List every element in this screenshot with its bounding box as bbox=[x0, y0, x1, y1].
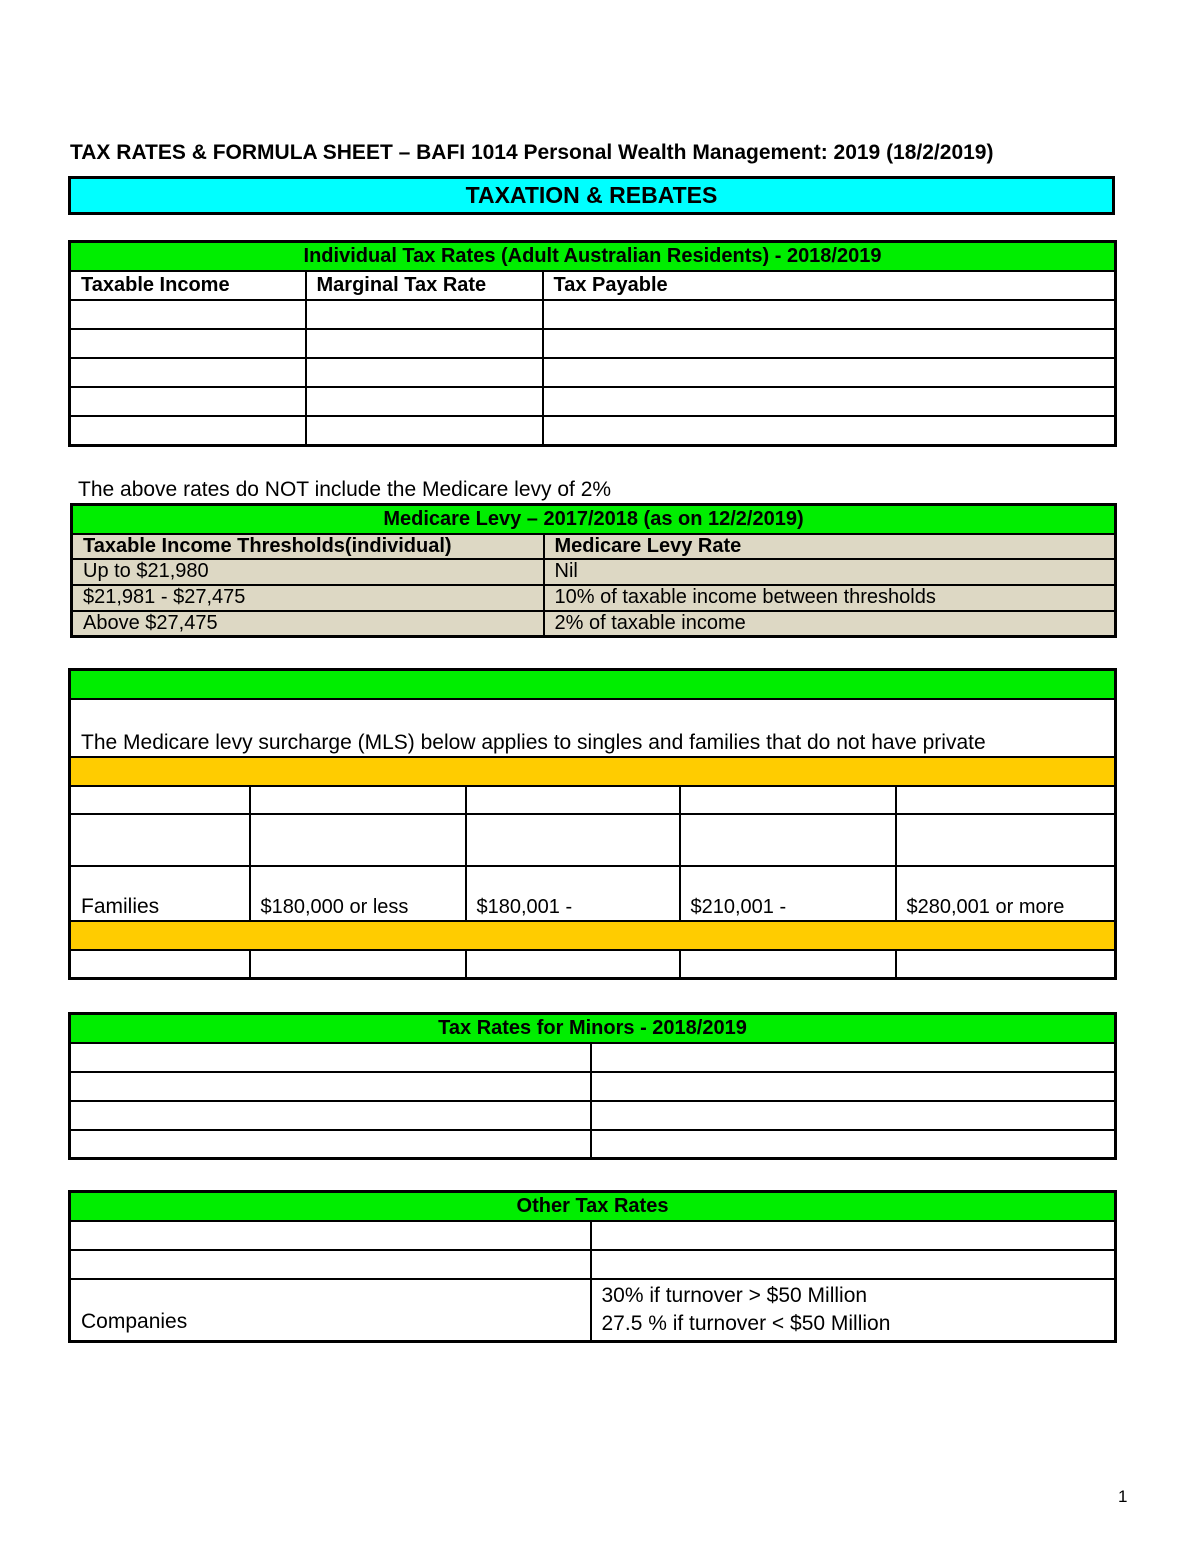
col-header-marginal-rate: Marginal Tax Rate bbox=[306, 271, 543, 300]
cell bbox=[70, 1101, 591, 1130]
table-row bbox=[70, 1101, 1116, 1130]
cell: Above $27,475 bbox=[72, 611, 544, 637]
cell bbox=[70, 329, 306, 358]
table-row bbox=[72, 559, 1116, 585]
table-row bbox=[70, 950, 1116, 979]
mls-subheader-2 bbox=[70, 921, 1116, 950]
other-tax-table bbox=[68, 1190, 1117, 1343]
cell bbox=[896, 786, 1116, 814]
col-header-taxable-income: Taxable Income bbox=[70, 271, 306, 300]
cell bbox=[70, 786, 250, 814]
cell bbox=[306, 300, 543, 329]
table-row bbox=[72, 611, 1116, 637]
cell bbox=[896, 950, 1116, 979]
table-row bbox=[70, 1279, 1116, 1342]
cell bbox=[543, 358, 1116, 387]
cell bbox=[70, 416, 306, 446]
cell bbox=[70, 1250, 591, 1279]
table-row bbox=[70, 1221, 1116, 1250]
cell bbox=[70, 1072, 591, 1101]
minors-table bbox=[68, 1012, 1117, 1160]
cell bbox=[466, 814, 680, 866]
cell bbox=[680, 786, 896, 814]
cell bbox=[70, 814, 250, 866]
cell: 2% of taxable income bbox=[544, 611, 1116, 637]
cell bbox=[466, 950, 680, 979]
table-row bbox=[70, 786, 1116, 814]
cell: $21,981 - $27,475 bbox=[72, 585, 544, 611]
col-header-tax-payable: Tax Payable bbox=[543, 271, 1116, 300]
cell bbox=[70, 1130, 591, 1159]
cell: 10% of taxable income between thresholds bbox=[544, 585, 1116, 611]
table-row bbox=[70, 814, 1116, 866]
cell bbox=[70, 1043, 591, 1072]
col-header-thresholds: Taxable Income Thresholds(individual) bbox=[72, 534, 544, 559]
cell bbox=[306, 329, 543, 358]
section-banner: TAXATION & REBATES bbox=[68, 176, 1115, 215]
families-label: Families bbox=[70, 866, 250, 921]
companies-rate-line-1: 30% if turnover > $50 Million bbox=[601, 1283, 868, 1307]
cell bbox=[896, 814, 1116, 866]
table-row bbox=[70, 1043, 1116, 1072]
cell: Up to $21,980 bbox=[72, 559, 544, 585]
medicare-note: The above rates do NOT include the Medicare levy of 2% bbox=[78, 478, 612, 501]
other-tax-title: Other Tax Rates bbox=[70, 1192, 1116, 1221]
cell bbox=[591, 1250, 1116, 1279]
cell bbox=[250, 950, 466, 979]
mls-table bbox=[68, 668, 1117, 980]
cell bbox=[70, 300, 306, 329]
cell bbox=[680, 814, 896, 866]
companies-rate-line-2: 27.5 % if turnover < $50 Million bbox=[601, 1311, 891, 1335]
cell bbox=[680, 950, 896, 979]
cell bbox=[591, 1101, 1116, 1130]
cell bbox=[543, 300, 1116, 329]
families-tier-base: $180,000 or less bbox=[250, 866, 466, 921]
table-row bbox=[72, 585, 1116, 611]
cell bbox=[250, 814, 466, 866]
cell bbox=[466, 786, 680, 814]
medicare-levy-table bbox=[70, 503, 1117, 638]
table-row bbox=[70, 300, 1116, 329]
table-row bbox=[70, 387, 1116, 416]
individual-tax-table bbox=[68, 240, 1117, 447]
page-number: 1 bbox=[1118, 1487, 1128, 1506]
cell bbox=[70, 1221, 591, 1250]
cell bbox=[591, 1130, 1116, 1159]
table-row bbox=[70, 329, 1116, 358]
companies-label: Companies bbox=[70, 1279, 591, 1342]
families-tier-3: $280,001 or more bbox=[896, 866, 1116, 921]
cell bbox=[591, 1072, 1116, 1101]
mls-header bbox=[70, 670, 1116, 699]
companies-rate bbox=[591, 1279, 1116, 1342]
families-tier-1: $180,001 - bbox=[466, 866, 680, 921]
cell bbox=[543, 329, 1116, 358]
mls-subheader bbox=[70, 757, 1116, 786]
col-header-levy-rate: Medicare Levy Rate bbox=[544, 534, 1116, 559]
cell bbox=[250, 786, 466, 814]
cell bbox=[543, 416, 1116, 446]
table-row bbox=[70, 416, 1116, 446]
cell bbox=[543, 387, 1116, 416]
mls-intro: The Medicare levy surcharge (MLS) below applies to singles and families that do not have private bbox=[70, 699, 1116, 757]
cell bbox=[70, 387, 306, 416]
cell bbox=[591, 1043, 1116, 1072]
table-row bbox=[70, 866, 1116, 921]
cell bbox=[70, 950, 250, 979]
table-row bbox=[70, 1072, 1116, 1101]
cell bbox=[306, 358, 543, 387]
medicare-levy-title: Medicare Levy – 2017/2018 (as on 12/2/2019) bbox=[72, 505, 1116, 534]
minors-title: Tax Rates for Minors - 2018/2019 bbox=[70, 1014, 1116, 1043]
individual-tax-title: Individual Tax Rates (Adult Australian Residents) - 2018/2019 bbox=[70, 242, 1116, 271]
families-tier-2: $210,001 - bbox=[680, 866, 896, 921]
page-title: TAX RATES & FORMULA SHEET – BAFI 1014 Personal Wealth Management: 2019 (18/2/2019) bbox=[70, 141, 994, 164]
cell bbox=[306, 416, 543, 446]
cell bbox=[70, 358, 306, 387]
table-row bbox=[70, 358, 1116, 387]
cell bbox=[591, 1221, 1116, 1250]
table-row bbox=[70, 1250, 1116, 1279]
cell: Nil bbox=[544, 559, 1116, 585]
cell bbox=[306, 387, 543, 416]
table-row bbox=[70, 1130, 1116, 1159]
